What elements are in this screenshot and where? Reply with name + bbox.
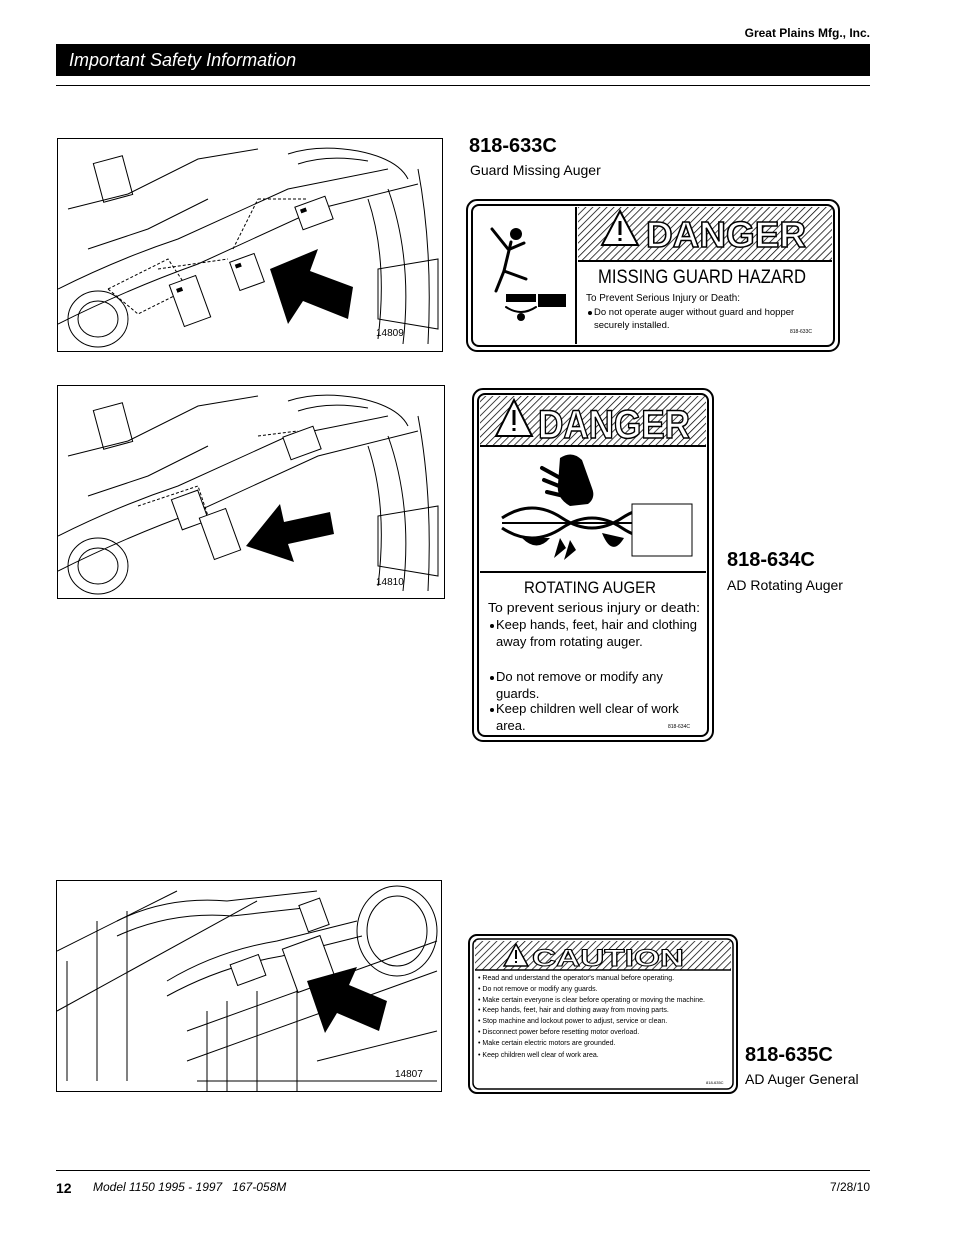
decal-code-818-634c: 818-634C <box>727 549 815 571</box>
decal-818-634c <box>472 388 714 742</box>
company-name: Great Plains Mfg., Inc. <box>744 26 870 40</box>
decal-part-tag: 818-633C <box>790 329 812 335</box>
figure-number: 14809 <box>376 328 404 339</box>
decal-bullet: • Keep hands, feet, hair and clothing away from moving parts. <box>478 1006 669 1014</box>
signal-word: DANGER <box>646 214 806 255</box>
decal-code-818-635c: 818-635C <box>745 1044 833 1066</box>
decal-description-818-633c: Guard Missing Auger <box>470 162 601 178</box>
figure-14810 <box>57 385 445 599</box>
figure-illustration <box>58 139 442 351</box>
decal-bullet: Do not remove or modify any guards. <box>496 669 663 701</box>
figure-illustration <box>57 881 441 1091</box>
hazard-title: ROTATING AUGER <box>524 578 656 597</box>
decal-bullet: Keep hands, feet, hair and clothing away from rotating auger. <box>496 617 697 649</box>
page-number: 12 <box>56 1180 72 1196</box>
decal-bullet: • Do not remove or modify any guards. <box>478 986 598 994</box>
decal-part-tag: 818-634C <box>668 724 690 730</box>
figure-illustration <box>58 386 444 598</box>
decal-code-818-633c: 818-633C <box>469 135 557 157</box>
figure-number: 14810 <box>376 577 404 588</box>
decal-bullet: • Disconnect power before resetting motor overload. <box>478 1029 640 1037</box>
header-rule <box>56 85 870 86</box>
decal-part-tag: 818-635C <box>706 1080 724 1085</box>
figure-number: 14807 <box>395 1069 423 1080</box>
decal-bullet: Do not operate auger without guard and hopper securely installed. <box>594 307 795 331</box>
model-info: Model 1150 1995 - 1997 167-058M <box>93 1180 287 1194</box>
decal-bullet: • Read and understand the operator's manual before operating. <box>478 975 675 982</box>
figure-14809 <box>57 138 443 352</box>
section-title-bar <box>56 44 870 76</box>
decal-818-635c <box>468 934 738 1094</box>
signal-word: DANGER <box>538 403 691 447</box>
revision-date: 7/28/10 <box>829 1180 870 1194</box>
decal-intro: To Prevent Serious Injury or Death: <box>586 293 740 304</box>
figure-14807 <box>56 880 442 1092</box>
section-title: Important Safety Information <box>69 50 297 70</box>
decal-intro: To prevent serious injury or death: <box>488 600 700 615</box>
decal-bullet: • Make certain everyone is clear before operating or moving the machine. <box>478 996 705 1004</box>
decal-bullet: • Keep children well clear of work area. <box>478 1051 599 1059</box>
decal-bullet: • Make certain electric motors are grounded. <box>478 1040 616 1048</box>
decal-description-818-635c: AD Auger General <box>745 1071 859 1087</box>
decal-bullet: • Stop machine and lockout power to adjust, service or clean. <box>478 1017 668 1025</box>
signal-word: CAUTION <box>532 945 684 972</box>
decal-bullet: Keep children well clear of work area. <box>496 701 679 733</box>
hazard-title: MISSING GUARD HAZARD <box>598 267 806 288</box>
callout-arrow-icon <box>270 249 353 324</box>
callout-arrow-icon <box>246 504 334 562</box>
footer-rule <box>56 1170 870 1171</box>
decal-description-818-634c: AD Rotating Auger <box>727 577 843 593</box>
decal-818-633c <box>466 199 840 352</box>
